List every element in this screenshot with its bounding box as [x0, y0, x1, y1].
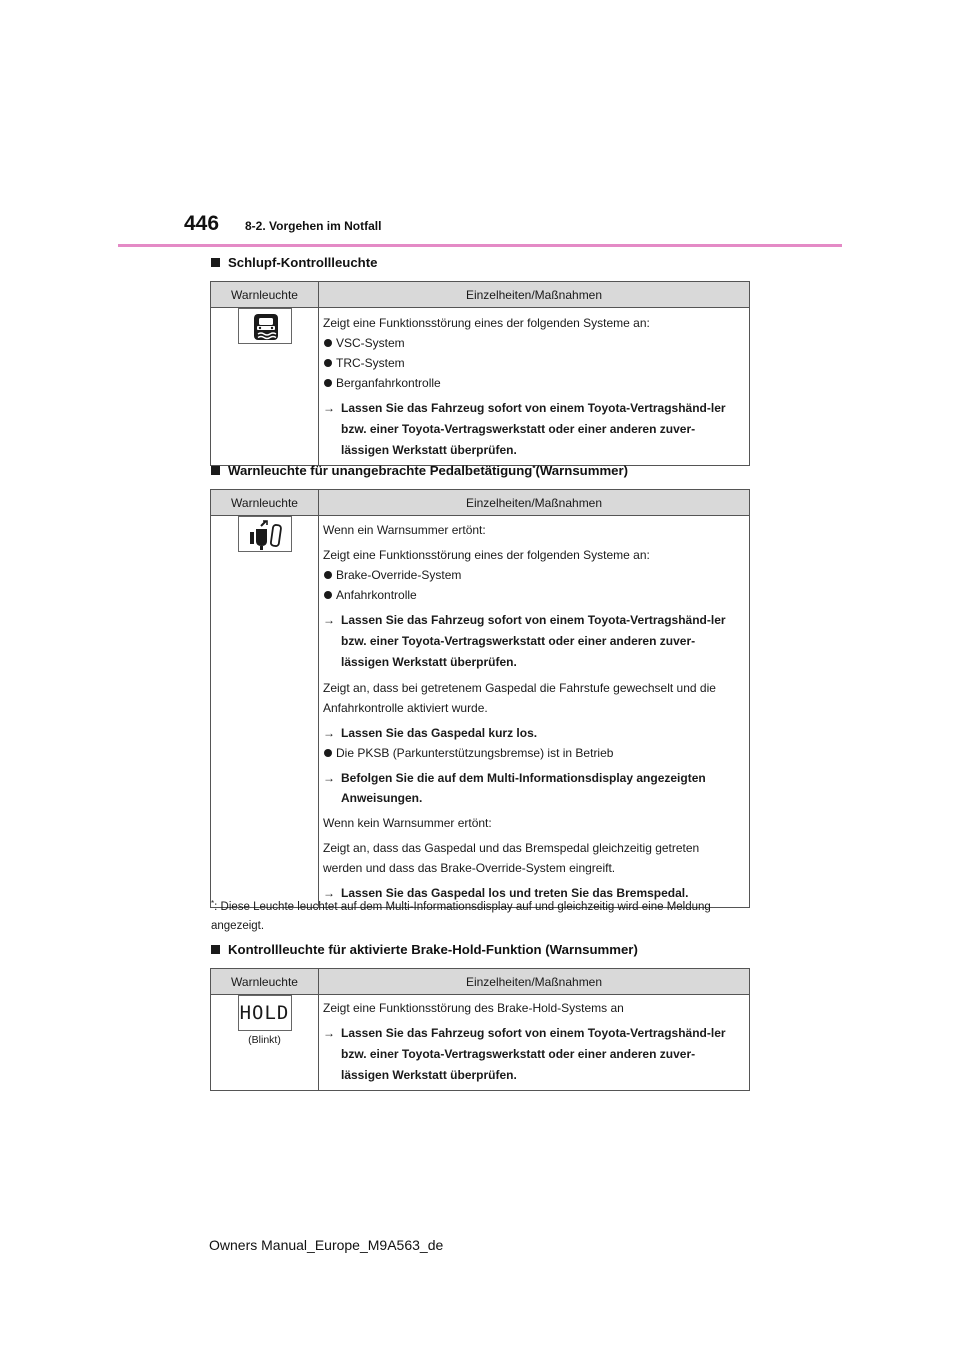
warning-table-pedal — [210, 489, 750, 908]
footnote-mark: * — [211, 899, 215, 908]
lamp-cell — [211, 516, 319, 908]
footnote-text: : Diese Leuchte leuchtet auf dem Multi-Informationsdisplay auf und gleichzeitig wird eine Meldung angezeigt. — [211, 901, 711, 932]
details-text: Zeigt eine Funktionsstörung eines der folgenden Systeme an: — [323, 548, 650, 562]
slip-indicator-icon — [238, 308, 292, 344]
warning-table-slip — [210, 281, 750, 466]
arrow-icon: → — [323, 771, 335, 785]
bullet-item: TRC-System — [323, 353, 741, 373]
action-text: Lassen Sie das Gaspedal kurz los. — [341, 726, 538, 740]
details-text: Zeigt eine Funktionsstörung eines der folgenden Systeme an: — [323, 316, 650, 330]
arrow-icon: → — [323, 726, 335, 740]
action-item — [323, 610, 741, 673]
arrow-icon: → — [323, 401, 335, 415]
column-header-lamp: Warnleuchte — [211, 490, 319, 516]
details-text: Wenn kein Warnsummer ertönt: — [323, 816, 492, 830]
footer-label: Owners Manual_Europe_M9A563_de — [209, 1237, 444, 1253]
section-title-suffix: (Warnsummer) — [535, 463, 629, 478]
action-text: Befolgen Sie die auf dem Multi-Informationsdisplay angezeigten Anweisungen. — [341, 771, 706, 805]
section-heading-slip — [211, 255, 377, 270]
details-cell — [319, 995, 750, 1091]
details-cell — [319, 308, 750, 466]
page-number: 446 — [184, 212, 220, 235]
action-text: Lassen Sie das Fahrzeug sofort von einem Toyota-Vertragshänd-ler bzw. einer Toyota-Vertragswerkstatt oder einer anderen zuver-lässigen Werkstatt überprüfen. — [341, 613, 726, 669]
action-item — [323, 398, 741, 461]
section-title: Warnleuchte für unangebrachte Pedalbetätigung — [228, 463, 533, 478]
heading-square-icon — [211, 945, 220, 954]
details-text: Zeigt eine Funktionsstörung des Brake-Hold-Systems an — [323, 1001, 624, 1015]
bullet-item: Berganfahrkontrolle — [323, 373, 741, 393]
bullet-item: Brake-Override-System — [323, 565, 741, 585]
warning-table-brake-hold — [210, 968, 750, 1091]
details-list — [319, 995, 749, 1090]
action-text: Lassen Sie das Fahrzeug sofort von einem Toyota-Vertragshänd-ler bzw. einer Toyota-Vertragswerkstatt oder einer anderen zuver-lässigen Werkstatt überprüfen. — [341, 401, 726, 457]
action-item — [323, 768, 741, 808]
section-title: Kontrollleuchte für aktivierte Brake-Hold-Funktion (Warnsummer) — [228, 942, 638, 957]
lamp-cell — [211, 308, 319, 466]
heading-square-icon — [211, 466, 220, 475]
brake-hold-icon — [238, 995, 292, 1031]
header-rule — [118, 244, 842, 247]
details-cell — [319, 516, 750, 908]
section-title: Schlupf-Kontrollleuchte — [228, 255, 378, 270]
section-header-title: 8-2. Vorgehen im Notfall — [245, 219, 382, 233]
blink-caption: (Blinkt) — [248, 1034, 281, 1046]
details-list — [319, 308, 749, 465]
action-item — [323, 1023, 741, 1086]
column-header-lamp: Warnleuchte — [211, 969, 319, 995]
column-header-details: Einzelheiten/Maßnahmen — [319, 969, 750, 995]
details-list — [319, 516, 749, 907]
footnote-mark: * — [532, 464, 536, 473]
bullet-item: Anfahrkontrolle — [323, 585, 741, 605]
column-header-details: Einzelheiten/Maßnahmen — [319, 282, 750, 308]
section-heading-pedal — [211, 463, 628, 478]
details-text: Zeigt an, dass das Gaspedal und das Bremspedal gleichzeitig getreten werden und dass das Brake-Override-System eingreift. — [323, 841, 700, 875]
column-header-lamp: Warnleuchte — [211, 282, 319, 308]
arrow-icon: → — [323, 613, 335, 627]
action-item — [323, 723, 741, 743]
arrow-icon: → — [323, 1026, 335, 1040]
action-text: Lassen Sie das Fahrzeug sofort von einem Toyota-Vertragshänd-ler bzw. einer Toyota-Vertragswerkstatt oder einer anderen zuver-lässigen Werkstatt überprüfen. — [341, 1026, 726, 1082]
hold-label: HOLD — [239, 1002, 290, 1024]
action-text: Lassen Sie das Gaspedal los und treten Sie das Bremspedal. — [341, 886, 689, 900]
lamp-cell — [211, 995, 319, 1091]
bullet-item: Die PKSB (Parkunterstützungsbremse) ist in Betrieb — [323, 743, 741, 763]
column-header-details: Einzelheiten/Maßnahmen — [319, 490, 750, 516]
details-text: Zeigt an, dass bei getretenem Gaspedal die Fahrstufe gewechselt und die Anfahrkontrolle aktiviert wurde. — [323, 681, 716, 715]
footnote — [211, 898, 751, 936]
bullet-item: VSC-System — [323, 333, 741, 353]
details-text: Wenn ein Warnsummer ertönt: — [323, 523, 486, 537]
heading-square-icon — [211, 258, 220, 267]
arrow-icon: → — [323, 886, 335, 900]
pedal-misoperation-icon — [238, 516, 292, 552]
section-heading-brake-hold — [211, 942, 638, 957]
